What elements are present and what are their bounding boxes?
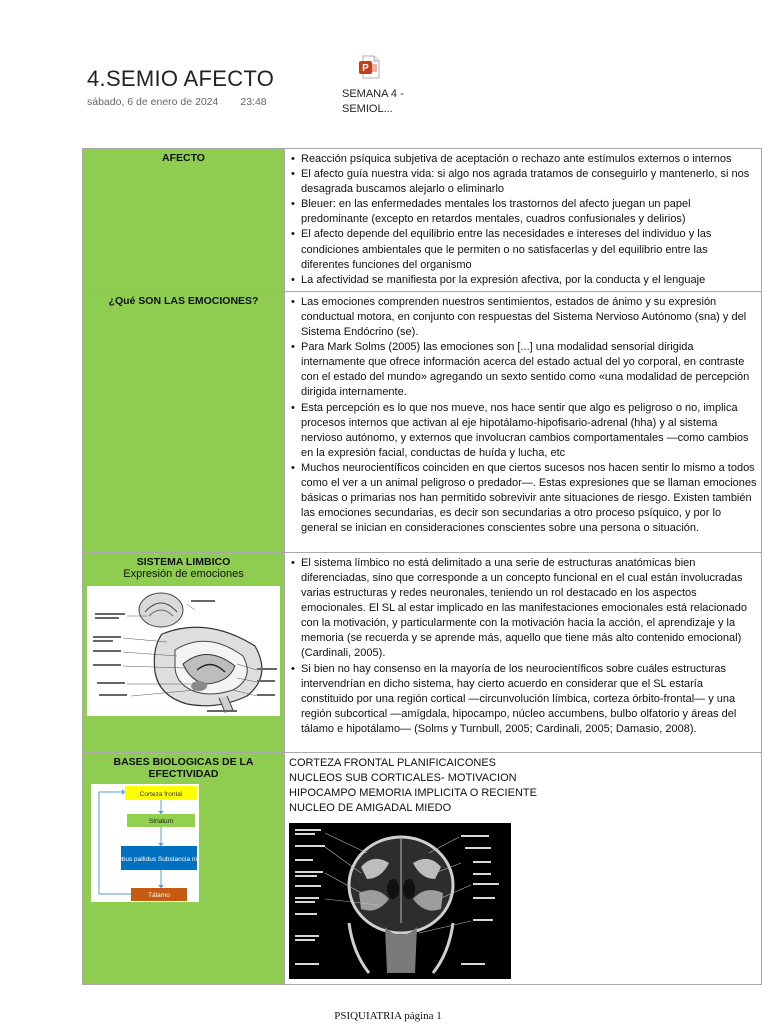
row-subheading: Expresión de emociones	[123, 567, 244, 580]
page-timestamp	[87, 96, 267, 108]
list-item: • Esta percepción es lo que nos mueve, nos hace sentir que algo es peligroso o no, implica procesos internos que activan al eje hipotálamo-hipofisario-adrenal (hha) y al sistema nervioso autónomo, y externos que involucran cambios comportamentales —como cambios en la expresión facial, conductas de huída y lucha, etc	[301, 401, 757, 461]
row-heading: SISTEMA LIMBICO	[136, 555, 231, 568]
bullet-list	[289, 295, 757, 537]
list-item: • Si bien no hay consenso en la mayoría de los neurocientíficos sobre cuáles estructuras intervendrían en dicho sistema, hay cierto acuerdo en considerar que el SL estaría constituido por una región cortical —circunvolución límbica, corteza órbito-frontal— y una región subcortical —amígdala, hipocampo, núcleo accumbens, bulbo olfatorio y áreas del tálamo e hipotálamo— (Solms y Turnbull, 2005; Cardinali, 2005; Damasio, 2008).	[301, 662, 757, 737]
list-item: • Bleuer: en las enfermedades mentales los trastornos del afecto juegan un papel predominante (excepto en retardos mentales, cuadros confusionales y delirios)	[301, 197, 757, 227]
attachment-name: SEMANA 4 - SEMIOL...	[342, 88, 404, 115]
page-footer: PSIQUIATRIA página 1	[334, 1010, 442, 1022]
text-line: NUCLEOS SUB CORTICALES- MOTIVACION	[289, 771, 517, 784]
list-item: • Reacción psíquica subjetiva de aceptación o rechazo ante estímulos externos o internos	[301, 152, 757, 167]
diagram-label: Tálamo	[148, 891, 170, 899]
list-item: • El afecto depende del equilibrio entre las necesidades e intereses del individuo y las condiciones ambientales que le permiten o no satisfacerlas y del equilibrio entre las diferentes funciones del organismo	[301, 227, 757, 272]
page-title: 4.SEMIO AFECTO	[87, 66, 275, 91]
row-heading: AFECTO	[162, 152, 205, 164]
table-row-sistema-limbico	[83, 552, 762, 752]
row-heading-cell	[83, 149, 285, 292]
limbic-system-illustration	[87, 586, 280, 716]
page-date: sábado, 6 de enero de 2024	[87, 96, 219, 108]
text-line: HIPOCAMPO MEMORIA IMPLICITA O RECIENTE	[289, 786, 537, 799]
bullet-list	[289, 556, 757, 737]
row-content-cell	[285, 291, 762, 552]
row-heading-cell	[83, 291, 285, 552]
table-row-emociones	[83, 291, 762, 552]
diagram-label: Corteza frontal	[139, 790, 183, 798]
list-item: • Muchos neurocientíficos coinciden en que ciertos sucesos nos hacen sentir lo mismo a todos como el ver a un animal peligroso o predador—. Estas expresiones que se llaman emociones básicas o primarias nos han permitido sobrevivir ante situaciones de riesgo. Existen también las emociones secundarias, es decir son secundarias a otro proceso psíquico, y por lo general se inician en consideraciones conscientes sobre una persona o situación.	[301, 461, 757, 536]
row-heading-cell	[83, 552, 285, 752]
frontal-circuit-diagram	[91, 784, 199, 902]
row-content-cell	[285, 752, 762, 984]
row-content-cell	[285, 149, 762, 292]
list-item: • El sistema límbico no está delimitado a una serie de estructuras anatómicas bien diferenciadas, sino que corresponde a un concepto funcional en el cual están involucradas varias estructuras y redes neuronales, teniendo un rol destacado en los aspectos emocionales. El SL al estar implicado en las manifestaciones emocionales está relacionado con la motivación, y particularmente con la motivación hacia la acción, el aprendizaje y la memoria (se recuerda y se aprende más, aquello que tiene más alto contenido emocional) (Cardinali, 2005).	[301, 556, 757, 662]
table-row-afecto	[83, 149, 762, 292]
file-attachment[interactable]	[342, 55, 422, 117]
table-row-bases-biologicas	[83, 752, 762, 984]
list-item: • El afecto guía nuestra vida: si algo nos agrada tratamos de conseguirlo y mantenerlo, si nos desagrada buscamos alejarlo o eliminarlo	[301, 167, 757, 197]
row-content-cell	[285, 552, 762, 752]
bullet-list	[289, 152, 757, 288]
list-item: • La afectividad se manifiesta por la expresión afectiva, por la conducta y el lenguaje	[301, 273, 757, 288]
row-heading: BASES BIOLOGICAS DE LA EFECTIVIDAD	[113, 755, 254, 780]
row-heading-cell	[83, 752, 285, 984]
page-time: 23:48	[240, 96, 267, 108]
list-item: • Las emociones comprenden nuestros sentimientos, estados de ánimo y su expresión conductual motora, en conjunto con respuestas del Sistema Nervioso Autónomo (sna) y del Sistema Endócrino (se).	[301, 295, 757, 340]
notes-table	[82, 148, 762, 985]
diagram-label: Globus pallidus Substancia nigra	[111, 855, 199, 863]
brain-mri-image	[289, 823, 511, 979]
text-line: NUCLEO DE AMIGADAL MIEDO	[289, 801, 452, 814]
list-item: • Para Mark Solms (2005) las emociones son [...] una modalidad sensorial dirigida internamente que ofrece información acerca del estado actual del yo corporal, en contraste con el estado del mundo» agregando un sexto sentido como «una modalidad de percepción dirigida internamente.	[301, 340, 757, 400]
diagram-label: Striatum	[148, 817, 174, 825]
text-line: CORTEZA FRONTAL PLANIFICAICONES	[289, 756, 496, 769]
svg-text:P: P	[362, 63, 369, 74]
powerpoint-file-icon	[359, 55, 381, 79]
row-heading: ¿Qué SON LAS EMOCIONES?	[108, 294, 259, 307]
